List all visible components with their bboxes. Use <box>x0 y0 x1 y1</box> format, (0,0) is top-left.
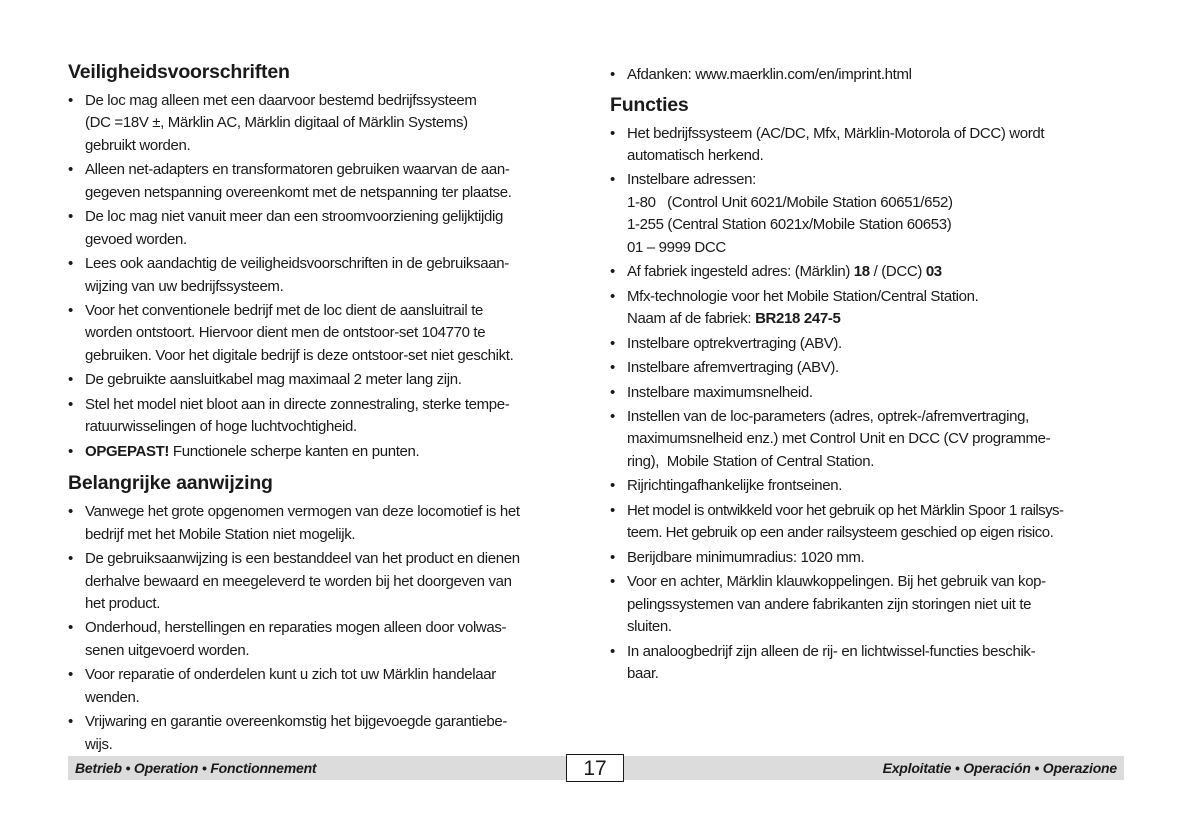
address-dcc: 03 <box>925 263 942 281</box>
text-line: De gebruikte aansluitkabel mag maximaal 2 meter lang zijn. <box>85 371 462 389</box>
factory-name: BR218 247-5 <box>755 310 841 328</box>
bullet-icon: • <box>68 666 73 684</box>
text-line: De gebruiksaanwijzing is een bestanddeel van het product en dienen <box>85 550 520 568</box>
right-column <box>610 60 1122 687</box>
bullet-icon: • <box>68 619 73 637</box>
text-line: Het bedrijfssysteem (AC/DC, Mfx, Märklin-Motorola of DCC) wordt <box>627 124 1045 142</box>
list-item <box>68 253 584 298</box>
text-line: Onderhoud, herstellingen en reparaties mogen alleen door volwas- <box>85 619 507 637</box>
bullet-icon: • <box>68 713 73 731</box>
address-marklin: 18 <box>853 263 870 281</box>
text-line <box>85 441 584 463</box>
text-line: ring), Mobile Station of Central Station. <box>627 452 875 470</box>
bullet-icon: • <box>610 66 615 83</box>
bullet-icon: • <box>610 334 615 352</box>
safety-list <box>68 90 584 463</box>
bullet-icon: • <box>610 642 615 660</box>
text-line: gebruiken. Voor het digitale bedrijf is deze ontstoor-set niet geschikt. <box>85 346 514 364</box>
list-item <box>610 641 1122 686</box>
bullet-icon: • <box>610 477 615 495</box>
text-line: sluiten. <box>627 618 672 636</box>
text-line: ratuurwisselingen of hoge luchtvochtigheid. <box>85 418 357 436</box>
bullet-icon: • <box>68 161 73 179</box>
text-line: Instelbare maximumsnelheid. <box>627 383 813 401</box>
bullet-icon: • <box>610 263 615 281</box>
list-item <box>610 406 1122 473</box>
text-line: Vanwege het grote opgenomen vermogen van deze locomotief is het <box>85 503 520 521</box>
text-line: (DC =18V ±, Märklin AC, Märklin digitaal of Märklin Systems) <box>85 114 468 132</box>
text-line: automatisch herkend. <box>627 146 764 164</box>
list-item <box>610 571 1122 638</box>
list-item <box>68 664 584 709</box>
text-line: Instellen van de loc-parameters (adres, optrek-/afremvertraging, <box>627 408 1029 426</box>
functions-list <box>610 123 1122 686</box>
notice-list <box>68 501 584 756</box>
footer-left-label: Betrieb • Operation • Fonctionnement <box>75 760 317 776</box>
bullet-icon: • <box>68 92 73 109</box>
list-item-disposal <box>610 64 1122 86</box>
text-line: Instelbare afremvertraging (ABV). <box>627 359 839 377</box>
text-line: Voor het conventionele bedrijf met de loc dient de aansluitrail te <box>85 302 483 320</box>
text-line: Rijrichtingafhankelijke frontseinen. <box>627 477 843 495</box>
list-item <box>610 357 1122 379</box>
text-fragment: / (DCC) <box>869 263 926 281</box>
list-item <box>610 123 1122 168</box>
bullet-icon: • <box>610 124 615 142</box>
bullet-icon: • <box>610 383 615 401</box>
text-line: gegeven netspanning overeenkomt met de netspanning ter plaatse. <box>85 183 512 201</box>
list-item <box>610 475 1122 497</box>
list-item <box>68 90 584 157</box>
text-line <box>627 261 1122 283</box>
list-item <box>68 501 584 546</box>
footer-right-label: Exploitatie • Operación • Operazione <box>882 760 1117 776</box>
text-line: worden ontstoort. Hiervoor dient men de ontstoor-set 104770 te <box>85 324 486 342</box>
text-line: Stel het model niet bloot aan in directe zonnestraling, sterke tempe- <box>85 395 510 413</box>
bullet-icon: • <box>68 255 73 273</box>
text-line: Voor en achter, Märklin klauwkoppelingen. Bij het gebruik van kop- <box>627 573 1046 591</box>
text-fragment: Naam af de fabriek: <box>627 310 756 328</box>
text-line: 01 – 9999 DCC <box>627 238 726 256</box>
text-line: wenden. <box>85 688 140 706</box>
page-number: 17 <box>566 754 624 782</box>
text-line: Instelbare optrekvertraging (ABV). <box>627 334 842 352</box>
bullet-icon: • <box>610 171 615 189</box>
list-item <box>610 333 1122 355</box>
text-line: bedrijf met het Mobile Station niet mogelijk. <box>85 525 356 543</box>
bullet-icon: • <box>68 442 73 460</box>
list-item <box>610 261 1122 283</box>
text-line: gevoed worden. <box>85 230 187 248</box>
text-line: Berijdbare minimumradius: 1020 mm. <box>627 548 865 566</box>
text-line: Het model is ontwikkeld voor het gebruik op het Märklin Spoor 1 railsys- <box>627 501 1064 519</box>
list-item <box>610 286 1122 331</box>
text-fragment: Af fabriek ingesteld adres: (Märklin) <box>627 263 854 281</box>
text-line: pelingssystemen van andere fabrikanten zijn storingen niet uit te <box>627 595 1032 613</box>
bullet-icon: • <box>610 573 615 591</box>
bullet-icon: • <box>610 359 615 377</box>
list-item <box>68 369 584 391</box>
list-item <box>68 394 584 439</box>
text-line: Lees ook aandachtig de veiligheidsvoorschriften in de gebruiksaan- <box>85 255 509 273</box>
text-line: De loc mag alleen met een daarvoor bestemd bedrijfssysteem <box>85 92 477 109</box>
text-line: 1-255 (Central Station 6021x/Mobile Station 60653) <box>627 216 952 234</box>
text-line: senen uitgevoerd worden. <box>85 641 250 659</box>
text-line: Instelbare adressen: <box>627 171 756 189</box>
list-item <box>68 300 584 367</box>
text-line: derhalve bewaard en meegeleverd te worden bij het doorgeven van <box>85 572 512 590</box>
list-item <box>68 617 584 662</box>
notice-heading: Belangrijke aanwijzing <box>68 472 273 495</box>
list-item <box>610 500 1122 545</box>
functions-heading: Functies <box>610 93 689 116</box>
caution-text: Functionele scherpe kanten en punten. <box>169 442 420 460</box>
bullet-icon: • <box>610 548 615 566</box>
disposal-list <box>610 64 1122 86</box>
caution-label: OPGEPAST! <box>85 442 170 460</box>
text-line: Alleen net-adapters en transformatoren gebruiken waarvan de aan- <box>85 161 510 179</box>
left-column <box>68 60 584 758</box>
list-item <box>610 382 1122 404</box>
text-line: gebruikt worden. <box>85 136 191 154</box>
bullet-icon: • <box>610 501 615 519</box>
bullet-icon: • <box>610 408 615 426</box>
text-line: teem. Het gebruik op een ander railsysteem geschied op eigen risico. <box>627 524 1054 542</box>
text-line: maximumsnelheid enz.) met Control Unit en DCC (CV programme- <box>627 430 1051 448</box>
bullet-icon: • <box>68 371 73 389</box>
list-item <box>610 547 1122 569</box>
list-item <box>68 548 584 615</box>
text-line: De loc mag niet vanuit meer dan een stroomvoorziening gelijktijdig <box>85 208 503 226</box>
text-line: het product. <box>85 594 161 612</box>
text-line: baar. <box>627 664 659 682</box>
list-item <box>68 711 584 756</box>
bullet-icon: • <box>68 550 73 568</box>
text-line: In analoogbedrijf zijn alleen de rij- en lichtwissel-functies beschik- <box>627 642 1036 660</box>
bullet-icon: • <box>610 287 615 305</box>
list-item <box>610 169 1122 259</box>
text-line: wijs. <box>85 735 113 753</box>
text-line: Mfx-technologie voor het Mobile Station/Central Station. <box>627 287 979 305</box>
list-item-caution <box>68 441 584 463</box>
bullet-icon: • <box>68 503 73 521</box>
text-line: wijzing van uw bedrijfssysteem. <box>85 277 284 295</box>
safety-heading: Veiligheidsvoorschriften <box>68 61 290 83</box>
text-line: Vrijwaring en garantie overeenkomstig het bijgevoegde garantiebe- <box>85 713 507 731</box>
bullet-icon: • <box>68 208 73 226</box>
text-line: Afdanken: www.maerklin.com/en/imprint.html <box>627 66 912 83</box>
bullet-icon: • <box>68 302 73 320</box>
text-line: Voor reparatie of onderdelen kunt u zich tot uw Märklin handelaar <box>85 666 496 684</box>
list-item <box>68 206 584 251</box>
text-line <box>627 308 1122 330</box>
list-item <box>68 159 584 204</box>
bullet-icon: • <box>68 395 73 413</box>
text-line: 1-80 (Control Unit 6021/Mobile Station 60651/652) <box>627 193 953 211</box>
